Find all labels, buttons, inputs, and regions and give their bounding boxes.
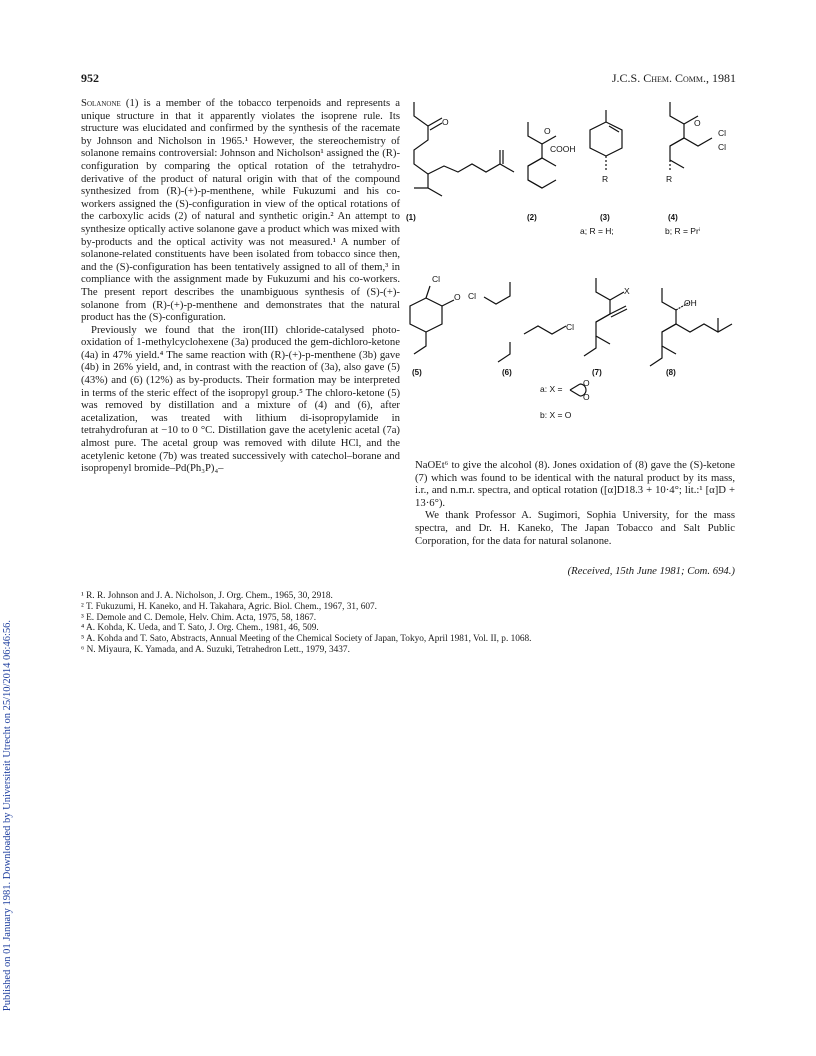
- structure-5-isopropyl: [414, 332, 426, 354]
- journal-name: J.C.S. Chem. Comm., 1981: [611, 71, 736, 85]
- label-7: (7): [592, 368, 602, 377]
- structure-6-branch: [524, 326, 566, 334]
- structure-7-x-bond: [610, 292, 624, 300]
- structure-2: [527, 122, 576, 222]
- reference-item: ² T. Fukuzumi, H. Kaneko, and H. Takahara, Agric. Biol. Chem., 1967, 31, 607.: [81, 601, 377, 612]
- structure-2-branch: [528, 158, 556, 166]
- reference-item: ⁶ N. Miyaura, K. Yamada, and A. Suzuki, Tetrahedron Lett., 1979, 3437.: [81, 644, 350, 655]
- method-paragraph: Previously we found that the iron(III) chloride-catalysed photo-oxidation of 1-methylcyclohexene (3a) produced the gem-dichloro-ketone (4a) in 47% yield.⁴ The same reaction with (R)-(+)-p-menthene (3b) gave (4b) in 26% yield, and, in contrast with the reaction of (3a), also gave (5) (43%) and (6) (12%) as by-products. Their formation may be interpreted in terms of the steric effect of the isopropyl group.⁵ The chloro-ketone (5) was removed by distillation and a mixture of (4) and (6), after acetalization, was treated with lithium di-isopropylamide in tetrahydrofuran at −10 to 0 °C. Distillation gave the acetylenic acetal (7a) almost pure. The acetal group was removed with dilute HCl, and the acetylenic ketone (7b) was treated successively with catechol–borane and isopropenyl bromide–Pd(Ph₃P)₄–: [81, 323, 400, 475]
- structure-7-branch: [596, 314, 610, 322]
- structure-5-ring: [410, 298, 442, 332]
- structure-7-alkyne-2: [611, 309, 627, 317]
- structure-8-side-chain: [662, 324, 732, 332]
- structure-5-cl: Cl: [432, 274, 441, 284]
- structure-1-side-chain: [428, 164, 514, 174]
- structure-4-r: R: [666, 174, 673, 184]
- structure-6-chain: [484, 282, 510, 304]
- structure-7-alkyne: [610, 306, 626, 314]
- structure-8-chain: [662, 288, 676, 354]
- structure-6-isopropyl: [498, 342, 510, 362]
- chemical-structures-scheme: [400, 92, 745, 452]
- structure-1: [406, 102, 514, 222]
- label-1: (1): [406, 213, 416, 222]
- structure-3-ring: [590, 122, 622, 156]
- structure-8-oh: OH: [684, 298, 697, 308]
- structure-3-double-bond: [609, 126, 619, 132]
- structure-6-cl-1: Cl: [468, 291, 477, 301]
- reference-item: ⁵ A. Kohda and T. Sato, Abstracts, Annual Meeting of the Chemical Society of Japan, Tokyo, April 1981, Vol. II, p. 1068.: [81, 634, 532, 645]
- structure-4-oxygen: O: [694, 118, 701, 128]
- intro-paragraph: [81, 97, 400, 324]
- variant-b-top: b; R = Prⁱ: [665, 226, 701, 236]
- structure-3-r: R: [602, 174, 609, 184]
- page-number: 952: [81, 71, 99, 85]
- acetal-o-1: O: [583, 378, 590, 388]
- label-5: (5): [412, 368, 422, 377]
- result-paragraph: NaOEt⁶ to give the alcohol (8). Jones oxidation of (8) gave the (S)-ketone (7) which was found to be identical with the natural product by its mass, i.r., and n.m.r. spectra, and optical rotation ([α]D18.3 + 10·4°; lit.:¹ [α]D + 13·6°).: [415, 459, 735, 509]
- structures-svg: [400, 92, 745, 452]
- structure-4-cl-2: Cl: [718, 142, 727, 152]
- structure-5-oxygen: O: [454, 292, 461, 302]
- reference-item: ³ E. Demole and C. Demole, Helv. Chim. Acta, 1975, 58, 1867.: [81, 612, 317, 623]
- left-column: [81, 97, 400, 475]
- structure-7-isopropyl: [584, 336, 596, 356]
- structure-1-oxygen: O: [442, 117, 449, 127]
- label-8: (8): [666, 368, 676, 377]
- download-notice: Published on 01 January 1981. Downloaded by Universiteit Utrecht on 25/10/2014 06:46:56.: [2, 620, 13, 1012]
- structure-6-cl-2: Cl: [566, 322, 575, 332]
- structure-3: [590, 110, 622, 222]
- structure-1-chain: [414, 102, 428, 188]
- label-2: (2): [527, 213, 537, 222]
- structure-7: [584, 278, 630, 377]
- right-column: [415, 459, 735, 547]
- variant-a-top: a; R = H;: [580, 226, 614, 236]
- structure-2-chain: [528, 122, 542, 188]
- label-4: (4): [668, 213, 678, 222]
- references-list: [81, 591, 741, 656]
- label-6: (6): [502, 368, 512, 377]
- acknowledgement-paragraph: We thank Professor A. Sugimori, Sophia University, for the mass spectra, and Dr. H. Kaneko, The Japan Tobacco and Salt Public Corporation, for the data for natural solanone.: [415, 509, 735, 547]
- structure-5: [410, 274, 461, 377]
- structure-2-carbonyl: [542, 136, 556, 144]
- variant-b-bottom: b: X = O: [540, 410, 572, 420]
- journal-header: [612, 71, 736, 86]
- received-date: (Received, 15th June 1981; Com. 694.): [567, 565, 735, 577]
- structure-8: [650, 288, 732, 377]
- structure-7-chain: [596, 278, 610, 344]
- reference-item: ¹ R. R. Johnson and J. A. Nicholson, J. Org. Chem., 1965, 30, 2918.: [81, 591, 333, 601]
- side-note-container: [2, 620, 16, 1020]
- structure-4-branch: [670, 138, 712, 146]
- structure-1-isopropyl: [414, 188, 442, 196]
- solanone-lead: Solanone: [81, 97, 121, 109]
- structure-7-x: X: [624, 286, 630, 296]
- structure-5-methyl: [426, 286, 430, 298]
- variant-a-bottom: a: X =: [540, 384, 563, 394]
- structure-2-cooh: COOH: [550, 144, 576, 154]
- acetal-o-2: O: [583, 392, 590, 402]
- structure-4-chain: [670, 102, 684, 168]
- structure-4-cl-1: Cl: [718, 128, 727, 138]
- label-3: (3): [600, 213, 610, 222]
- structure-6: [468, 282, 574, 377]
- intro-text: (1) is a member of the tobacco terpenoids and represents a unique structure in that it apparently violates the isoprene rule. Its structure was elucidated and confirmed by the synthesis of the racemate by Johnson and Nicholson in 1965.¹ However, the stereochemistry of solanone remains controversial: Johnson and Nicholson¹ assigned the (R)-configuration by comparing the optical rotation of the tetrahydro-derivative of the product of natural origin with that of the compound synthesized from (R)-(+)-p-menthene, while Fukuzumi and his co-workers assigned the (S)-configuration in view of the optical rotations of the carboxylic acids (2) of natural and synthetic origin.² An attempt to synthesize optically active solanone gave a product which was mixed with by-products and the optical activity was not measured.¹ A number of solanone-related constituents have been isolated from tobacco since then, and the (S)-configuration has been tentatively assigned to all of them,³ in compliance with the assignment made by Fukuzumi and his co-workers. The present report describes the unambiguous synthesis of (S)-(+)-solanone from (R)-(+)-p-menthene and demonstrates that the natural product has the (S)-configuration.: [81, 97, 400, 324]
- structure-4: [666, 102, 726, 222]
- structure-8-isopropyl: [650, 346, 662, 366]
- reference-item: ⁴ A. Kohda, K. Ueda, and T. Sato, J. Org. Chem., 1981, 46, 509.: [81, 623, 319, 634]
- structure-2-isopropyl: [528, 180, 556, 188]
- structure-5-carbonyl: [442, 300, 454, 306]
- structure-2-oxygen: O: [544, 126, 551, 136]
